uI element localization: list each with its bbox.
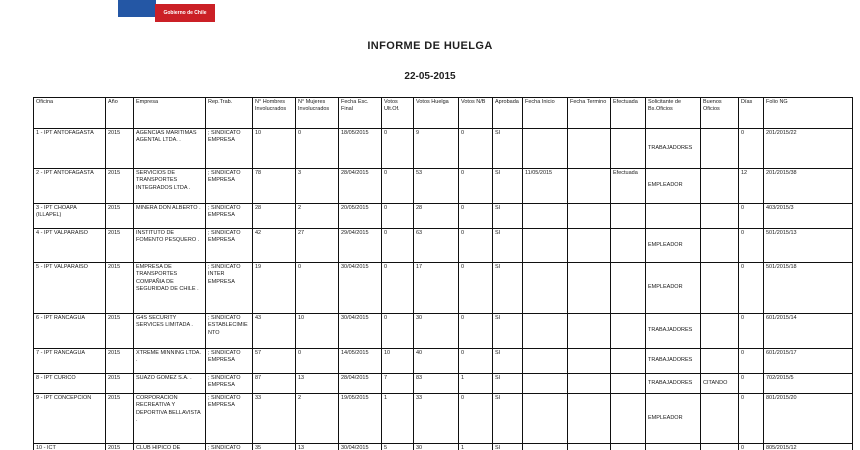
table-cell: 3 — [296, 169, 339, 204]
table-cell: 28 — [253, 204, 296, 229]
table-cell: 57 — [253, 349, 296, 374]
table-cell: 28/04/2015 — [339, 169, 382, 204]
table-body — [34, 129, 853, 450]
table-cell — [701, 204, 739, 229]
table-cell — [568, 394, 611, 444]
column-header: Votos Huelga — [414, 98, 459, 129]
table-cell — [701, 129, 739, 169]
table-cell: SI — [493, 349, 523, 374]
table-cell: 42 — [253, 229, 296, 263]
column-header: Votos N/B — [459, 98, 493, 129]
table-cell: 33 — [253, 394, 296, 444]
table-cell: 10 — [296, 314, 339, 349]
table-row — [34, 263, 853, 314]
table-cell: TRABAJADORES — [646, 314, 701, 349]
table-cell: 2015 — [106, 204, 134, 229]
table-cell: 43 — [253, 314, 296, 349]
table-cell: 0 — [382, 263, 414, 314]
table-cell — [646, 444, 701, 450]
table-cell: 0 — [382, 204, 414, 229]
table-cell: TRABAJADORES — [646, 349, 701, 374]
table-cell — [568, 129, 611, 169]
table-cell: 0 — [382, 314, 414, 349]
table-cell: 0 — [459, 314, 493, 349]
column-header: Buenos Oficios — [701, 98, 739, 129]
table-cell: SI — [493, 169, 523, 204]
page-title: INFORME DE HUELGA — [367, 40, 493, 52]
column-header: Fecha Termino — [568, 98, 611, 129]
header-row — [34, 98, 853, 129]
table-cell: 9 — [414, 129, 459, 169]
table-cell: 501/2015/18 — [764, 263, 853, 314]
table-cell: 2 - IPT ANTOFAGASTA — [34, 169, 106, 204]
table-cell: 28/04/2015 — [339, 374, 382, 394]
table-cell: 78 — [253, 169, 296, 204]
table-row — [34, 444, 853, 450]
table-cell: 29/04/2015 — [339, 229, 382, 263]
table-cell — [611, 229, 646, 263]
logo-red-block — [155, 4, 215, 22]
table-cell: 40 — [414, 349, 459, 374]
table-cell — [611, 349, 646, 374]
column-header: Folio NG — [764, 98, 853, 129]
table-cell: 2015 — [106, 444, 134, 450]
table-cell — [568, 229, 611, 263]
table-cell: 0 — [739, 349, 764, 374]
table-cell: ; SINDICATO EMPRESA — [206, 374, 253, 394]
table-cell: 0 — [739, 444, 764, 450]
table-cell — [611, 444, 646, 450]
table-cell: 0 — [459, 229, 493, 263]
table-cell: 601/2015/14 — [764, 314, 853, 349]
table-cell: 14/05/2015 — [339, 349, 382, 374]
table-cell: 28 — [414, 204, 459, 229]
table-cell: 9 - IPT CONCEPCION — [34, 394, 106, 444]
table-cell: 10 — [382, 349, 414, 374]
table-row — [34, 129, 853, 169]
table-cell: 53 — [414, 169, 459, 204]
table-cell: ; SINDICATO EMPRESA — [206, 204, 253, 229]
table-cell: XTREME MINNING LTDA. . — [134, 349, 206, 374]
table-cell: 35 — [253, 444, 296, 450]
table-cell — [701, 169, 739, 204]
column-header: Oficina — [34, 98, 106, 129]
table-cell: 1 - IPT ANTOFAGASTA — [34, 129, 106, 169]
column-header: Aprobada — [493, 98, 523, 129]
table-cell: 1 — [382, 394, 414, 444]
table-cell: ; SINDICATO ESTABLECIMIENTO — [206, 314, 253, 349]
table-cell: 805/2015/12 — [764, 444, 853, 450]
table-cell: 11/05/2015 — [523, 169, 568, 204]
report-date: 22-05-2015 — [404, 71, 456, 82]
table-cell: 0 — [459, 349, 493, 374]
table-cell: 3 - IPT CHOAPA (ILLAPEL) — [34, 204, 106, 229]
table-cell: 0 — [296, 129, 339, 169]
table-cell: 0 — [739, 394, 764, 444]
table-cell: EMPLEADOR — [646, 169, 701, 204]
table-cell — [701, 349, 739, 374]
table-cell: 2015 — [106, 169, 134, 204]
table-cell: 1 — [459, 374, 493, 394]
table-cell: 702/2015/5 — [764, 374, 853, 394]
column-header: N° Mujeres Involucrados — [296, 98, 339, 129]
table-cell — [701, 444, 739, 450]
gobierno-de-chile-logo — [118, 0, 218, 24]
table-cell: 4 - IPT VALPARAISO — [34, 229, 106, 263]
table-cell: 10 - ICT — [34, 444, 106, 450]
table-cell: EMPLEADOR — [646, 394, 701, 444]
table-cell: 63 — [414, 229, 459, 263]
table-cell: SI — [493, 229, 523, 263]
table-cell — [646, 204, 701, 229]
table-cell: SI — [493, 263, 523, 314]
table-cell: ; SINDICATO EMPRESA — [206, 229, 253, 263]
table-cell — [611, 314, 646, 349]
table-cell: SERVICIOS DE TRANSPORTES INTEGRADOS LTDA . — [134, 169, 206, 204]
table-row — [34, 374, 853, 394]
table-cell: 1 — [459, 444, 493, 450]
table-cell: INSTITUTO DE FOMENTO PESQUERO . — [134, 229, 206, 263]
logo-text: Gobierno de Chile — [163, 10, 207, 16]
table-cell: 8 - IPT CURICO — [34, 374, 106, 394]
table-cell: 12 — [739, 169, 764, 204]
table-cell: 2015 — [106, 314, 134, 349]
strike-report-table — [33, 97, 853, 450]
table-cell: 6 - IPT RANCAGUA — [34, 314, 106, 349]
table-cell: 0 — [296, 263, 339, 314]
table-cell: 0 — [459, 129, 493, 169]
table-cell: TRABAJADORES — [646, 129, 701, 169]
table-cell — [523, 444, 568, 450]
table-cell: 2 — [296, 204, 339, 229]
table-cell: 601/2015/17 — [764, 349, 853, 374]
table-cell — [568, 444, 611, 450]
table-cell: SI — [493, 129, 523, 169]
table-cell — [568, 204, 611, 229]
table-cell: 10 — [253, 129, 296, 169]
column-header: Rep.Trab. — [206, 98, 253, 129]
table-cell — [523, 314, 568, 349]
table-cell: 5 - IPT VALPARAISO — [34, 263, 106, 314]
table-cell: 30 — [414, 444, 459, 450]
table-row — [34, 229, 853, 263]
table-cell: 0 — [382, 229, 414, 263]
column-header: Año — [106, 98, 134, 129]
table-cell — [523, 129, 568, 169]
table-cell: 0 — [739, 374, 764, 394]
table-cell: 17 — [414, 263, 459, 314]
table-cell: ; SINDICATO INTER EMPRESA — [206, 263, 253, 314]
table-cell: 0 — [739, 314, 764, 349]
column-header: Fecha Inicio — [523, 98, 568, 129]
table-cell — [523, 204, 568, 229]
column-header: Votos Ult.Of. — [382, 98, 414, 129]
table-cell: 18/05/2015 — [339, 129, 382, 169]
table-cell: CORPORACION RECREATIVA Y DEPORTIVA BELLAVISTA . — [134, 394, 206, 444]
table-cell: 0 — [739, 204, 764, 229]
table-cell — [611, 129, 646, 169]
table-cell: MINERA DON ALBERTO . — [134, 204, 206, 229]
table-cell: 201/2015/38 — [764, 169, 853, 204]
table-cell: 0 — [459, 204, 493, 229]
table-cell: 30 — [414, 314, 459, 349]
table-cell — [523, 394, 568, 444]
table-cell: 27 — [296, 229, 339, 263]
table-cell — [568, 374, 611, 394]
table-cell: 19 — [253, 263, 296, 314]
table-cell: 0 — [739, 129, 764, 169]
table-cell: 2015 — [106, 263, 134, 314]
table-cell: 201/2015/22 — [764, 129, 853, 169]
table-cell: 87 — [253, 374, 296, 394]
table-cell: SI — [493, 394, 523, 444]
table-cell — [568, 263, 611, 314]
table-row — [34, 394, 853, 444]
table-cell: ; SINDICATO — [206, 444, 253, 450]
table-cell: CLUB HIPICO DE — [134, 444, 206, 450]
table-cell: 501/2015/13 — [764, 229, 853, 263]
table-cell — [523, 349, 568, 374]
table-cell: G4S SECURITY SERVICES LIMITADA . — [134, 314, 206, 349]
table-cell — [611, 374, 646, 394]
table-cell — [568, 349, 611, 374]
table-cell — [611, 263, 646, 314]
table-cell: SUAZO GOMEZ S.A. . — [134, 374, 206, 394]
table-cell: 0 — [739, 229, 764, 263]
table-cell: 13 — [296, 374, 339, 394]
table-cell: CITANDO — [701, 374, 739, 394]
table-cell: 30/04/2015 — [339, 314, 382, 349]
table-cell: 2015 — [106, 374, 134, 394]
table-cell — [568, 169, 611, 204]
table-row — [34, 204, 853, 229]
table-cell: 403/2015/3 — [764, 204, 853, 229]
table-cell: ; SINDICATO EMPRESA — [206, 169, 253, 204]
table-cell — [611, 394, 646, 444]
table-cell: 13 — [296, 444, 339, 450]
table-cell: 2 — [296, 394, 339, 444]
table-cell: 30/04/2015 — [339, 263, 382, 314]
table-cell: 0 — [739, 263, 764, 314]
table-cell — [568, 314, 611, 349]
table-cell: 801/2015/20 — [764, 394, 853, 444]
table-cell: 0 — [459, 394, 493, 444]
table-cell — [701, 263, 739, 314]
table-cell — [523, 229, 568, 263]
column-header: Fecha Esc. Final — [339, 98, 382, 129]
table-cell: 2015 — [106, 229, 134, 263]
table-row — [34, 349, 853, 374]
table-cell — [701, 314, 739, 349]
table-cell: ; SINDICATO EMPRESA — [206, 129, 253, 169]
table-cell: 2015 — [106, 349, 134, 374]
table-cell: TRABAJADORES — [646, 374, 701, 394]
table-cell: 5 — [382, 444, 414, 450]
table-cell: SI — [493, 204, 523, 229]
table-cell: EMPLEADOR — [646, 229, 701, 263]
table-cell: 0 — [459, 169, 493, 204]
table-cell: 33 — [414, 394, 459, 444]
table-cell: 0 — [382, 169, 414, 204]
table-cell: 83 — [414, 374, 459, 394]
table-cell — [701, 229, 739, 263]
table-cell: ; SINDICATO EMPRESA — [206, 394, 253, 444]
table-cell — [523, 263, 568, 314]
column-header: Empresa — [134, 98, 206, 129]
table-cell: 2015 — [106, 394, 134, 444]
table-cell: 0 — [459, 263, 493, 314]
table-cell: EMPRESA DE TRANSPORTES COMPAÑIA DE SEGURIDAD DE CHILE . — [134, 263, 206, 314]
table-cell: EMPLEADOR — [646, 263, 701, 314]
column-header: Efectuada — [611, 98, 646, 129]
table-cell: SI — [493, 374, 523, 394]
table-cell: 2015 — [106, 129, 134, 169]
table-cell: 7 — [382, 374, 414, 394]
table-cell: Efectuada — [611, 169, 646, 204]
table-cell: SI — [493, 314, 523, 349]
table-cell: AGENCIAS MARITIMAS AGENTAL LTDA. . — [134, 129, 206, 169]
table-cell — [611, 204, 646, 229]
table-cell: ; SINDICATO EMPRESA — [206, 349, 253, 374]
table-cell: 30/04/2015 — [339, 444, 382, 450]
column-header: Días — [739, 98, 764, 129]
table-cell: 7 - IPT RANCAGUA — [34, 349, 106, 374]
table-row — [34, 169, 853, 204]
table-cell: 20/05/2015 — [339, 204, 382, 229]
table-cell: 0 — [382, 129, 414, 169]
logo-blue-block — [118, 0, 156, 17]
table-row — [34, 314, 853, 349]
column-header: N° Hombres Involucrados — [253, 98, 296, 129]
table-cell: 0 — [296, 349, 339, 374]
table-cell: SI — [493, 444, 523, 450]
table-cell — [701, 394, 739, 444]
column-header: Solicitante de Bs.Oficios — [646, 98, 701, 129]
table-cell: 19/05/2015 — [339, 394, 382, 444]
table-cell — [523, 374, 568, 394]
